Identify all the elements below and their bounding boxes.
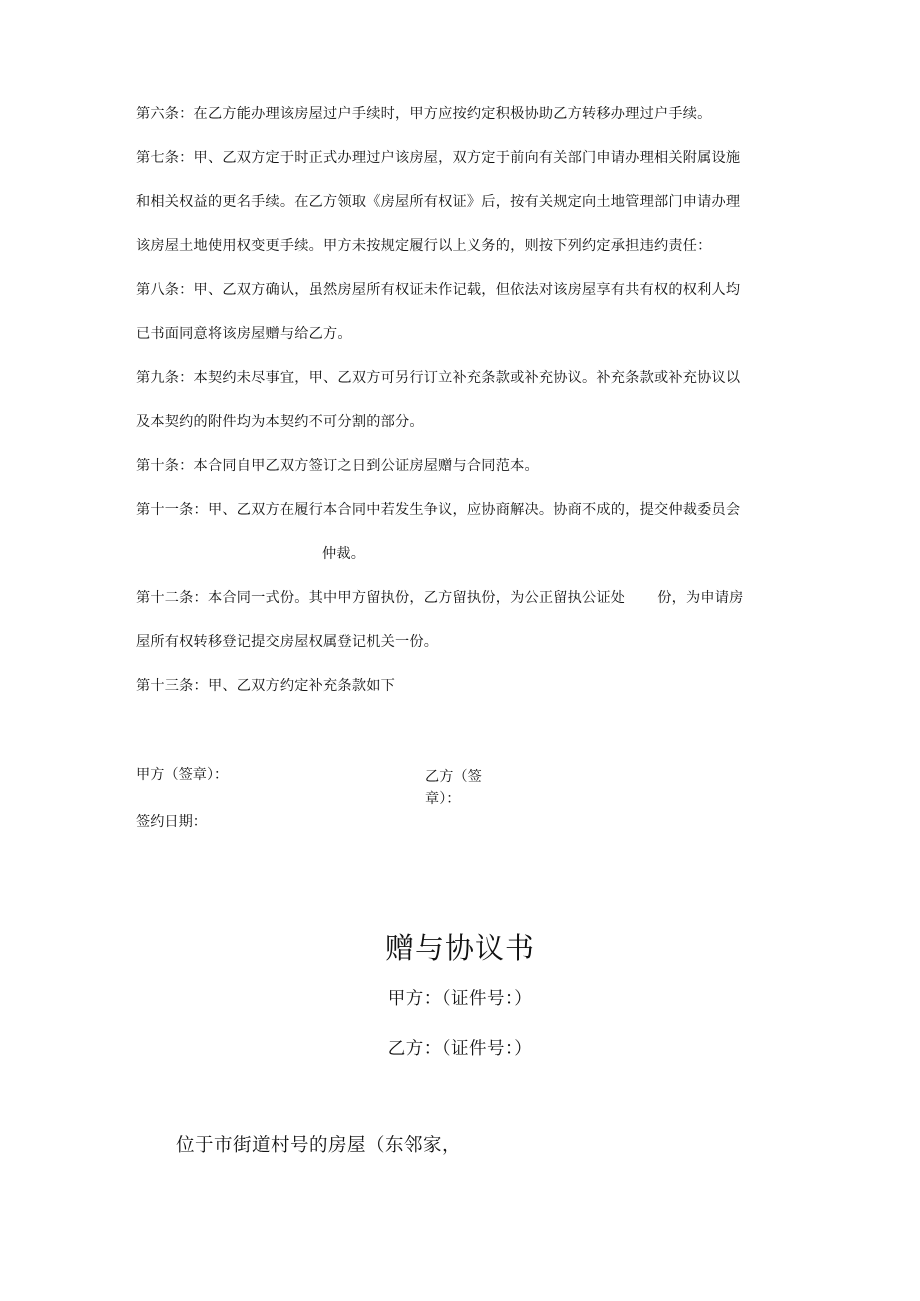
clause-line: 第十条：本合同自甲乙双方签订之日到公证房屋赠与合同范本。 <box>136 458 539 474</box>
clause-line: 该房屋土地使用权变更手续。甲方未按规定履行以上义务的，则按下列约定承担违约责任： <box>136 238 712 254</box>
clause-line: 和相关权益的更名手续。在乙方领取《房屋所有权证》后，按有关规定向土地管理部门申请办理 <box>136 194 741 210</box>
agreement-party-b: 乙方：（证件号：） <box>387 1039 533 1059</box>
clause-line-part: 第十二条：本合同一式份。其中甲方留执份，乙方留执份，为公正留执公证处 <box>136 590 626 606</box>
clause-line-part: 份，为申请房 <box>657 590 744 606</box>
clause-line: 第七条：甲、乙双方定于时正式办理过户该房屋，双方定于前向有关部门申请办理相关附属设施 <box>136 150 741 166</box>
party-b-signature-label: 乙方（签章）： <box>425 769 482 807</box>
signing-date-label: 签约日期： <box>136 814 207 830</box>
contract-clauses <box>136 92 796 708</box>
clause-6 <box>136 92 796 136</box>
clause-8 <box>136 268 796 356</box>
clause-line: 第十三条：甲、乙双方约定补充条款如下 <box>136 678 395 694</box>
clause-line: 屋所有权转移登记提交房屋权属登记机关一份。 <box>136 634 439 650</box>
clause-line: 第八条：甲、乙双方确认，虽然房屋所有权证未作记载，但依法对该房屋享有共有权的权利人均 <box>136 282 741 298</box>
clause-10 <box>136 444 796 488</box>
agreement-opening-paragraph: 位于市街道村号的房屋（东邻家， <box>176 1135 462 1156</box>
clause-line: 及本契约的附件均为本契约不可分割的部分。 <box>136 414 424 430</box>
clause-line: 仲裁。 <box>322 546 366 562</box>
clause-line: 第九条：本契约未尽事宜，甲、乙双方可另行订立补充条款或补充协议。补充条款或补充协议以 <box>136 370 741 386</box>
clause-13 <box>136 664 796 708</box>
clause-line: 已书面同意将该房屋赠与给乙方。 <box>136 326 352 342</box>
clause-7 <box>136 136 796 268</box>
clause-12 <box>136 576 796 664</box>
agreement-party-a: 甲方：（证件号：） <box>387 989 533 1009</box>
clause-9 <box>136 356 796 444</box>
clause-line: 第十一条：甲、乙双方在履行本合同中若发生争议，应协商解决。协商不成的，提交仲裁委员会 <box>136 502 741 518</box>
agreement-title: 赠与协议书 <box>384 931 535 965</box>
clause-line <box>136 576 796 620</box>
clause-11 <box>136 488 796 576</box>
clause-line: 第六条：在乙方能办理该房屋过户手续时，甲方应按约定积极协助乙方转移办理过户手续。 <box>136 106 712 122</box>
party-a-signature-label: 甲方（签章）： <box>136 767 229 783</box>
